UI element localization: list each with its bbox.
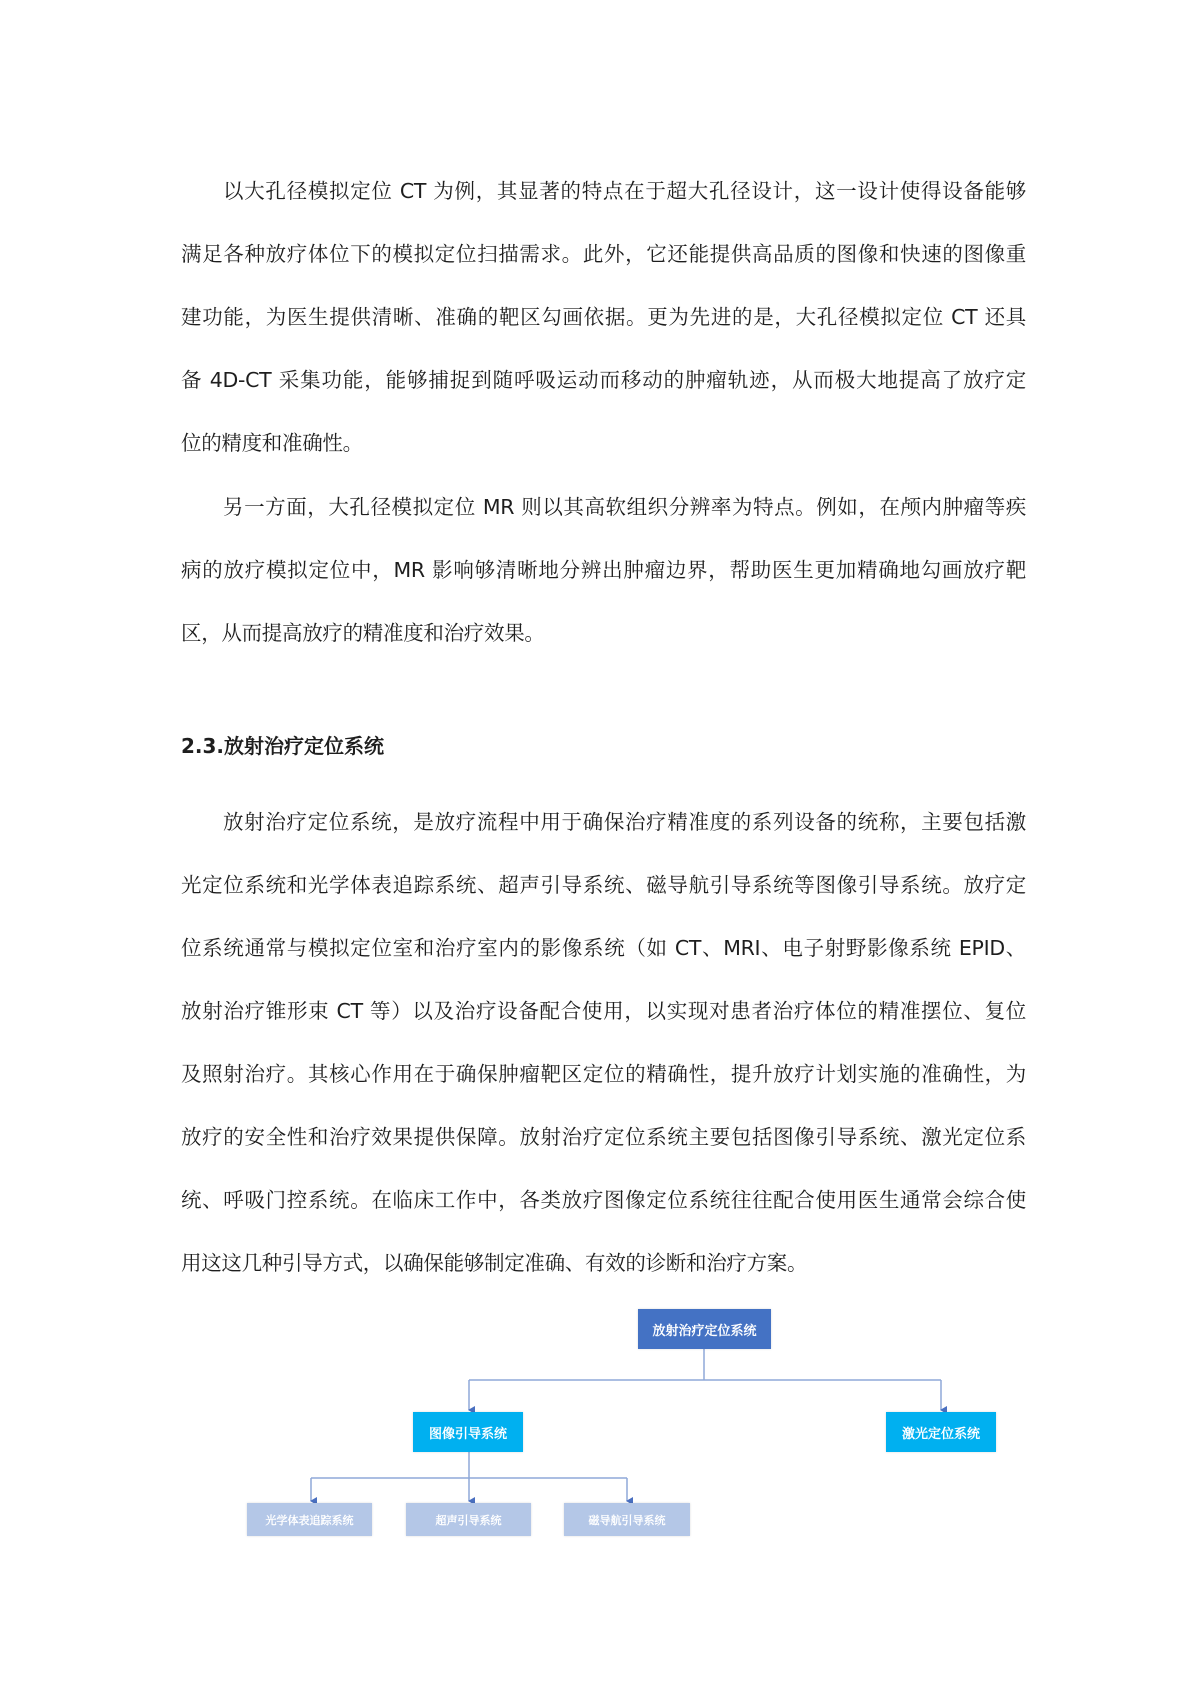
text-line: 区，从而提高放疗的精准度和治疗效果。 [181,621,545,645]
text-line: 统、呼吸门控系统。在临床工作中，各类放疗图像定位系统往往配合使用医生通常会综合使 [181,1188,1026,1212]
diagram-node-optical-surface: 光学体表追踪系统 [247,1503,372,1536]
text-line: 病的放疗模拟定位中，MR 影响够清晰地分辨出肿瘤边界，帮助医生更加精确地勾画放疗靶 [181,558,1026,582]
diagram-node-image-guidance: 图像引导系统 [413,1412,523,1452]
text-line: 光定位系统和光学体表追踪系统、超声引导系统、磁导航引导系统等图像引导系统。放疗定 [181,873,1026,897]
text-line: 用这这几种引导方式，以确保能够制定准确、有效的诊断和治疗方案。 [181,1251,808,1275]
section-heading: 2.3.放射治疗定位系统 [181,734,385,758]
diagram-node-ultrasound: 超声引导系统 [406,1503,531,1536]
text-line: 另一方面，大孔径模拟定位 MR 则以其高软组织分辨率为特点。例如，在颅内肿瘤等疾 [223,495,1026,519]
text-line: 放疗的安全性和治疗效果提供保障。放射治疗定位系统主要包括图像引导系统、激光定位系 [181,1125,1026,1149]
diagram-node-root: 放射治疗定位系统 [638,1309,771,1349]
text-line: 满足各种放疗体位下的模拟定位扫描需求。此外，它还能提供高品质的图像和快速的图像重 [181,242,1026,266]
text-line: 位的精度和准确性。 [181,431,363,455]
text-line: 以大孔径模拟定位 CT 为例，其显著的特点在于超大孔径设计，这一设计使得设备能够 [223,179,1026,203]
text-line: 及照射治疗。其核心作用在于确保肿瘤靶区定位的精确性，提升放疗计划实施的准确性，为 [181,1062,1026,1086]
text-line: 备 4D-CT 采集功能，能够捕捉到随呼吸运动而移动的肿瘤轨迹，从而极大地提高了放疗定 [181,368,1026,392]
text-line: 位系统通常与模拟定位室和治疗室内的影像系统（如 CT、MRI、电子射野影像系统 EPID、 [181,936,1026,960]
diagram-node-laser-positioning: 激光定位系统 [886,1412,996,1452]
text-line: 建功能，为医生提供清晰、准确的靶区勾画依据。更为先进的是，大孔径模拟定位 CT 还具 [181,305,1026,329]
text-line: 放射治疗定位系统，是放疗流程中用于确保治疗精准度的系列设备的统称，主要包括激 [223,810,1026,834]
diagram-node-magnetic-navigation: 磁导航引导系统 [564,1503,690,1536]
text-line: 放射治疗锥形束 CT 等）以及治疗设备配合使用，以实现对患者治疗体位的精准摆位、复位 [181,999,1026,1023]
